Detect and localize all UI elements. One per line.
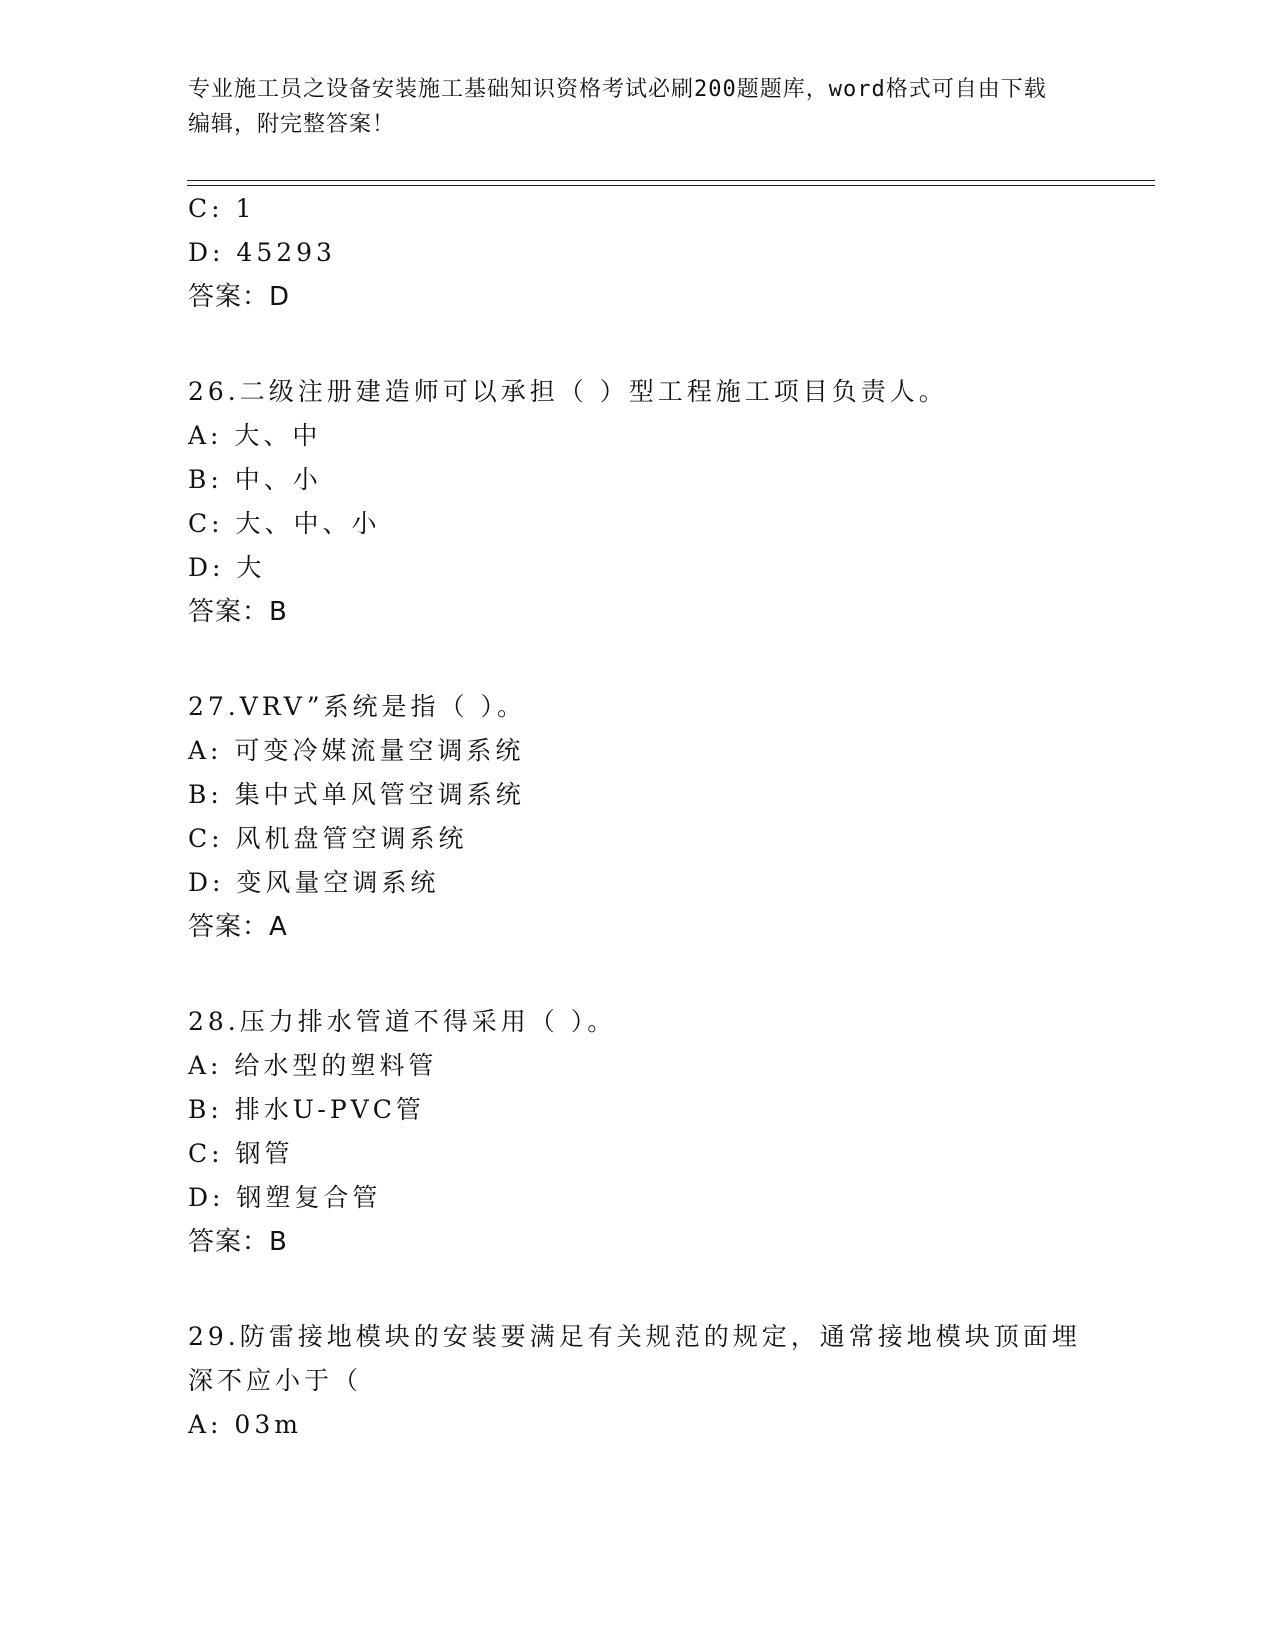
question-26: 26.二级注册建造师可以承担（ ）型工程施工项目负责人。: [188, 377, 948, 406]
option-c-q28: C: 钢管: [188, 1139, 294, 1168]
option-c-q26: C: 大、中、小: [188, 509, 381, 538]
option-d-q25: D: 45293: [188, 238, 336, 267]
option-a-q27: A: 可变冷媒流量空调系统: [188, 736, 525, 765]
option-b-q26: B: 中、小: [188, 465, 322, 494]
header-divider-top: [187, 180, 1155, 181]
answer-q28: 答案：B: [188, 1227, 288, 1257]
option-b-q28: B: 排水U-PVC管: [188, 1095, 425, 1124]
answer-q25: 答案：D: [188, 282, 291, 312]
option-d-q27: D: 变风量空调系统: [188, 868, 440, 897]
option-c-q25: C: 1: [188, 194, 256, 223]
header-divider-bottom: [187, 185, 1155, 186]
option-c-q27: C: 风机盘管空调系统: [188, 824, 468, 853]
option-d-q26: D: 大: [188, 553, 266, 582]
question-29-continued: 深不应小于（: [188, 1366, 363, 1395]
answer-q26: 答案：B: [188, 597, 288, 627]
option-d-q28: D: 钢塑复合管: [188, 1183, 382, 1212]
option-a-q28: A: 给水型的塑料管: [188, 1051, 438, 1080]
question-29: 29.防雷接地模块的安装要满足有关规范的规定，通常接地模块顶面埋: [188, 1322, 1081, 1351]
option-a-q29: A: 03m: [188, 1410, 302, 1439]
answer-q27: 答案：A: [188, 912, 288, 942]
option-a-q26: A: 大、中: [188, 421, 322, 450]
question-27: 27.VRV”系统是指（ ）。: [188, 692, 526, 721]
option-b-q27: B: 集中式单风管空调系统: [188, 780, 525, 809]
document-header: 专业施工员之设备安装施工基础知识资格考试必刷200题题库，word格式可自由下载编辑，附完整答案！: [188, 77, 1047, 137]
question-28: 28.压力排水管道不得采用（ ）。: [188, 1007, 617, 1036]
